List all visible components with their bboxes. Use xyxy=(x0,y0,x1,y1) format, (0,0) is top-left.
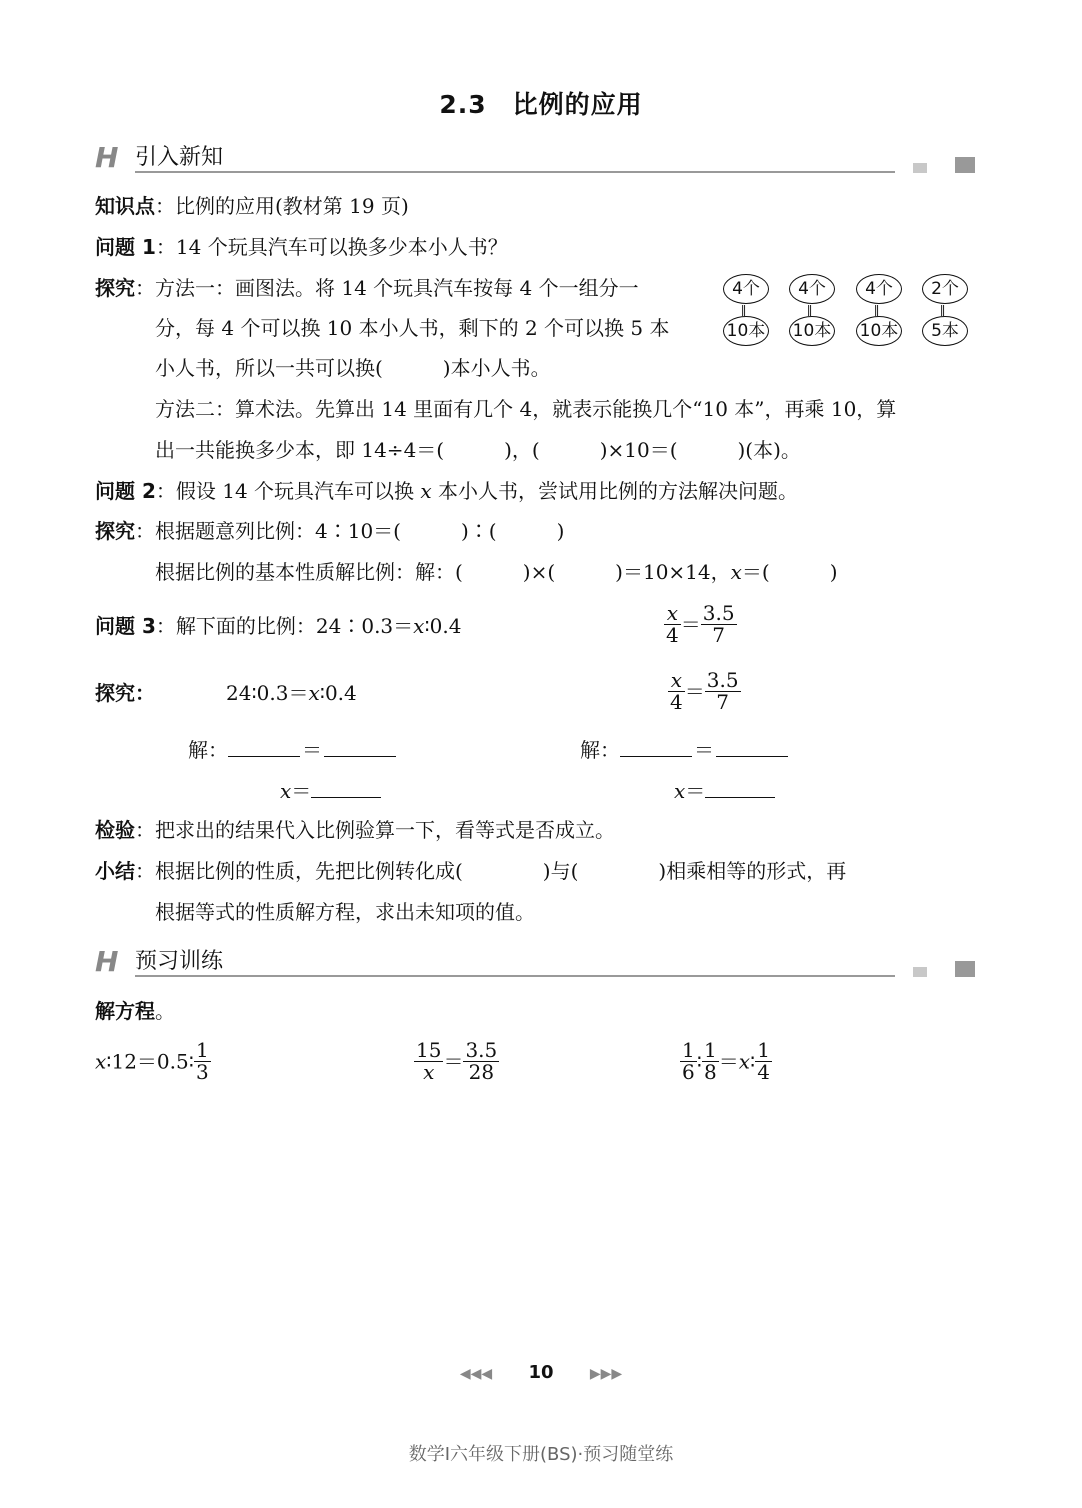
explore-1-line1 xyxy=(95,278,639,298)
decor-square-small xyxy=(913,967,927,977)
explore-3-equation: 24∶0.3＝x∶0.4 xyxy=(226,681,357,705)
explore-1-line5: 出一共能换多少本，即 14÷4＝( )，( )×10＝( )(本)。 xyxy=(155,438,801,462)
q3-tail: ∶0.4 xyxy=(424,614,462,638)
oval-top-3: 4个 xyxy=(856,274,902,304)
page-number: 10 xyxy=(528,1362,554,1383)
explore2-label: 探究 xyxy=(95,519,135,543)
fraction: $\frac{1}{3}$ xyxy=(195,1038,209,1084)
summary-line1 xyxy=(95,861,846,881)
explore-1-line2: 分，每 4 个可以换 10 本小人书，剩下的 2 个可以换 5 本 xyxy=(155,316,670,340)
section-header-intro xyxy=(95,143,975,173)
decor-square-large xyxy=(955,157,975,173)
fraction: $\frac{x}{4}$ xyxy=(670,668,683,714)
answer-blank[interactable] xyxy=(620,738,692,757)
answer-blank[interactable] xyxy=(228,738,300,757)
oval-bottom-4: 5本 xyxy=(922,316,968,346)
exercise-1: x∶12＝0.5∶ $\frac{1}{3}$ xyxy=(95,1038,209,1084)
equals-mark: ∥ xyxy=(940,304,946,318)
exercise-heading: 解方程。 xyxy=(95,999,175,1023)
var-x: x xyxy=(730,560,742,584)
q2-label: 问题 2 xyxy=(95,479,156,503)
explore-2-line2 xyxy=(155,562,838,582)
decor-square-small xyxy=(913,163,927,173)
check-label: 检验 xyxy=(95,818,135,842)
oval-top-2: 4个 xyxy=(789,274,835,304)
equals-mark: ∥ xyxy=(807,304,813,318)
oval-bottom-3: 10本 xyxy=(856,316,902,346)
check xyxy=(95,820,615,840)
question-2 xyxy=(95,481,798,501)
section-header-practice xyxy=(95,947,975,977)
summary-label: 小结 xyxy=(95,859,135,883)
answer-blank[interactable] xyxy=(324,738,396,757)
nav-right-arrows-icon: ▶▶▶ xyxy=(589,1366,623,1382)
oval-bottom-2: 10本 xyxy=(789,316,835,346)
fraction: $\frac{1}{4}$ xyxy=(757,1038,770,1084)
explore1-text1: ：方法一：画图法。将 14 个玩具汽车按每 4 个一组分一 xyxy=(135,276,639,300)
fraction: $\frac{x}{4}$ xyxy=(666,601,679,647)
q1-label: 问题 1 xyxy=(95,235,156,259)
explore2-text2a: 根据比例的基本性质解比例：解：( )×( )＝10×14， xyxy=(155,560,731,584)
q2-text-a: ：假设 14 个玩具汽车可以换 xyxy=(155,479,421,503)
section-logo-icon: H xyxy=(95,141,119,174)
section-label: 引入新知 xyxy=(135,145,224,170)
explore-3-label xyxy=(95,683,155,703)
section-divider xyxy=(135,171,895,173)
summary-text1: ：根据比例的性质，先把比例转化成( )与( )相乘相等的形式，再 xyxy=(135,859,847,883)
section-divider xyxy=(135,975,895,977)
page-title: 2.3 比例的应用 xyxy=(439,90,643,119)
kp-text: ：比例的应用(教材第 19 页) xyxy=(155,194,409,218)
explore2-text1: ：根据题意列比例：4∶10＝( )∶( ) xyxy=(135,519,565,543)
q1-text: ：14 个玩具汽车可以换多少本小人书？ xyxy=(155,235,508,259)
answer-blank[interactable] xyxy=(311,779,381,798)
knowledge-point xyxy=(95,196,409,216)
explore2-text2b: ＝( ) xyxy=(741,560,838,584)
nav-left-arrows-icon: ◀◀◀ xyxy=(459,1366,493,1382)
fraction: $\frac{1}{8}$ xyxy=(703,1038,717,1084)
check-text: ：把求出的结果代入比例验算一下，看等式是否成立。 xyxy=(135,818,615,842)
footer-text: 数学Ⅰ六年级下册(BS)·预习随堂练 xyxy=(408,1444,674,1465)
q3-text: ：解下面的比例：24∶0.3＝ xyxy=(155,614,414,638)
solve-line-left: 解： ＝ xyxy=(188,738,396,760)
fraction: $\frac{15}{x}$ xyxy=(416,1038,442,1084)
explore-2-line1 xyxy=(95,521,564,541)
answer-blank[interactable] xyxy=(716,738,788,757)
explore1-label: 探究 xyxy=(95,276,135,300)
fraction: $\frac{3.5}{7}$ xyxy=(702,601,735,647)
exercise-3: $\frac{1}{6}$ ∶ $\frac{1}{8}$ ＝x∶ $\frac{1}{4}$ xyxy=(682,1038,770,1084)
section-logo-icon: H xyxy=(95,945,119,978)
equals-mark: ∥ xyxy=(741,304,747,318)
oval-top-1: 4个 xyxy=(723,274,769,304)
question-1 xyxy=(95,237,508,257)
var-x: x xyxy=(413,614,425,638)
explore-3-fraction-equation: $\frac{x}{4}$ ＝ $\frac{3.5}{7}$ xyxy=(670,668,739,714)
solve-x-left: x＝ xyxy=(280,779,381,801)
fraction: $\frac{1}{6}$ xyxy=(682,1038,695,1084)
var-x: x xyxy=(420,479,432,503)
decor-square-large xyxy=(955,961,975,977)
solve-x-right: x＝ xyxy=(674,779,775,801)
solve-line-right: 解： ＝ xyxy=(580,738,788,760)
equals-mark: ∥ xyxy=(874,304,880,318)
exercise-2: $\frac{15}{x}$ ＝ $\frac{3.5}{28}$ xyxy=(416,1038,498,1084)
summary-line2: 根据等式的性质解方程，求出未知项的值。 xyxy=(155,900,535,924)
page-number-bar xyxy=(0,1364,1082,1382)
explore3-label-text: 探究： xyxy=(95,681,155,705)
q3-label: 问题 3 xyxy=(95,614,156,638)
question-3 xyxy=(95,616,461,636)
kp-label: 知识点 xyxy=(95,194,155,218)
section-label: 预习训练 xyxy=(135,949,224,974)
answer-blank[interactable] xyxy=(705,779,775,798)
explore-1-line4: 方法二：算术法。先算出 14 里面有几个 4，就表示能换几个“10 本”，再乘 10，算 xyxy=(155,397,897,421)
oval-top-4: 2个 xyxy=(922,274,968,304)
explore-1-line3: 小人书，所以一共可以换( )本小人书。 xyxy=(155,356,551,380)
q2-text-b: 本小人书，尝试用比例的方法解决问题。 xyxy=(431,479,799,503)
q3-fraction-equation: $\frac{x}{4}$ ＝ $\frac{3.5}{7}$ xyxy=(666,601,735,647)
oval-bottom-1: 10本 xyxy=(723,316,769,346)
fraction: $\frac{3.5}{28}$ xyxy=(465,1038,498,1084)
fraction: $\frac{3.5}{7}$ xyxy=(706,668,739,714)
